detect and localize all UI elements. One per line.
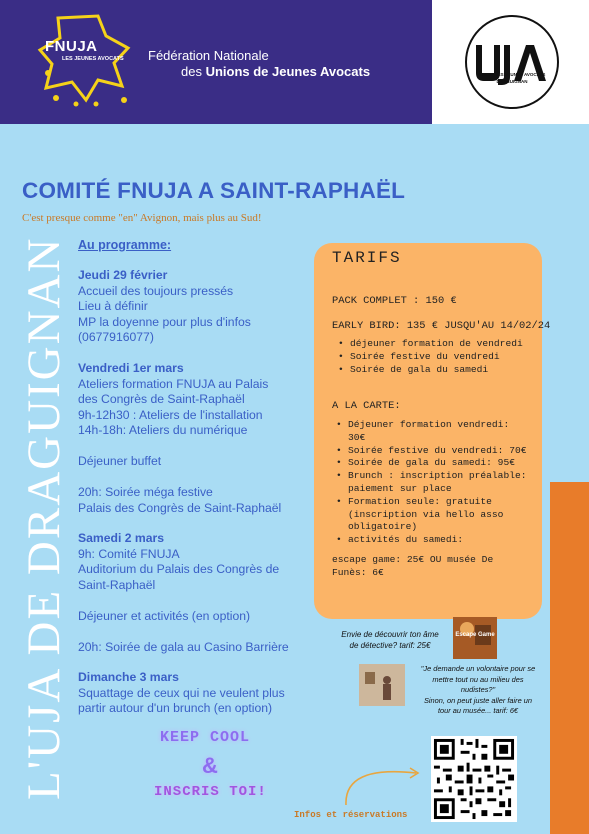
list-line: (inscription via hello asso xyxy=(348,508,504,520)
spacer xyxy=(78,593,289,609)
day-line: des Congrès de Saint-Raphaël xyxy=(78,392,245,406)
day-title: Samedi 2 mars xyxy=(78,531,165,545)
uja-logo-caption: UNION DES JEUNES AVOCATS xyxy=(478,72,546,77)
page-title: COMITÉ FNUJA A SAINT-RAPHAËL xyxy=(22,178,406,203)
escape-line: escape game: 25€ OU musée De xyxy=(332,554,494,565)
day-line: Lieu à définir xyxy=(78,299,148,313)
museum-image xyxy=(359,664,405,706)
list-item: • activités du samedi: xyxy=(336,534,526,547)
list-line: Formation seule: gratuite xyxy=(348,495,492,507)
inscris-toi-text: INSCRIS TOI! xyxy=(154,784,267,800)
federation-name-line1: Fédération Nationale xyxy=(148,48,269,63)
day-line: Déjeuner buffet xyxy=(78,454,162,468)
museum-line: "Je demande un volontaire pour se xyxy=(420,664,536,673)
day-line: 14h-18h: Ateliers du numérique xyxy=(78,423,248,437)
museum-picture-icon xyxy=(359,664,405,706)
list-line: paiement sur place xyxy=(348,482,452,494)
curved-arrow-icon xyxy=(336,755,426,810)
tarifs-card xyxy=(314,243,551,619)
museum-text xyxy=(412,664,544,717)
day-line: Accueil des toujours pressés xyxy=(78,283,234,298)
early-bird: EARLY BIRD: 135 € JUSQU'AU 14/02/24 xyxy=(332,320,551,332)
day-line: Ateliers formation FNUJA au Palais xyxy=(78,376,269,391)
list-item xyxy=(336,419,526,445)
programme-day-friday xyxy=(78,361,281,516)
list-line: Déjeuner formation vendredi: xyxy=(348,419,510,430)
qr-code[interactable] xyxy=(431,736,517,822)
museum-line: tour au musée... tarif: 6€ xyxy=(437,706,519,715)
vertical-uja-draguignan: L'UJA DE DRAGUIGNAN xyxy=(18,236,70,800)
day-line: 9h-12h30 : Ateliers de l'installation xyxy=(78,407,263,422)
orange-decor-band xyxy=(550,482,589,834)
day-line: MP la doyenne pour plus d'infos xyxy=(78,314,251,329)
detective-line: Envie de découvrir ton âme xyxy=(341,630,439,639)
list-item: • déjeuner formation de vendredi xyxy=(338,338,523,351)
day-line: (0677916077) xyxy=(78,330,154,344)
list-line: 30€ xyxy=(348,431,366,443)
day-line: Saint-Raphaël xyxy=(78,577,156,592)
escape-game-image-label: Escape Game xyxy=(455,632,495,638)
list-item: • Soirée festive du vendredi xyxy=(338,351,523,364)
spacer xyxy=(78,624,289,640)
day-line: Déjeuner et activités (en option) xyxy=(78,608,251,623)
a-la-carte-list xyxy=(336,419,526,547)
list-item: • Soirée festive du vendredi: 70€ xyxy=(336,445,526,458)
day-title: Jeudi 29 février xyxy=(78,268,168,282)
list-line: Brunch : inscription préalable: xyxy=(348,470,527,482)
escape-line: Funès: 6€ xyxy=(332,567,384,578)
escape-game-picture-icon xyxy=(453,617,497,659)
detective-text xyxy=(336,629,444,651)
list-line: obligatoire) xyxy=(348,521,418,533)
list-item: • Soirée de gala du samedi: 95€ xyxy=(336,457,526,470)
escape-game-image xyxy=(453,617,497,659)
federation-name-line2 xyxy=(181,64,370,79)
programme-day-sunday xyxy=(78,670,285,717)
list-item: • Soirée de gala du samedi xyxy=(338,364,523,377)
infos-reservations: Infos et réservations xyxy=(294,810,408,820)
a-la-carte-title: A LA CARTE: xyxy=(332,400,401,412)
day-line: Auditorium du Palais des Congrès de xyxy=(78,562,280,576)
programme-day-saturday xyxy=(78,531,289,655)
pack-complet: PACK COMPLET : 150 € xyxy=(332,295,457,307)
keep-cool-text: KEEP COOL xyxy=(160,729,251,746)
museum-line: Sinon, on peut juste aller faire un xyxy=(423,695,533,705)
museum-line: mettre tout nu au milieu des xyxy=(432,674,524,684)
day-title: Dimanche 3 mars xyxy=(78,670,179,684)
day-line: Palais des Congrès de Saint-Raphaël xyxy=(78,500,282,515)
programme-heading: Au programme: xyxy=(78,238,172,252)
tarifs-title: TARIFS xyxy=(332,249,402,267)
early-bird-list xyxy=(338,338,523,376)
uja-circle-logo-icon xyxy=(452,15,572,109)
museum-line: nudistes?" xyxy=(460,685,496,694)
day-line: 20h: Soirée méga festive xyxy=(78,485,213,499)
fnuja-logo-text: FNUJA xyxy=(45,38,98,55)
day-title: Vendredi 1er mars xyxy=(78,361,184,375)
fnuja-logo-subtext: LES JEUNES AVOCATS xyxy=(62,56,124,62)
spacer xyxy=(78,470,281,486)
federation-line2-bold: Unions de Jeunes Avocats xyxy=(205,64,371,79)
programme-day-thursday xyxy=(78,268,251,346)
ampersand-text: & xyxy=(202,753,218,778)
page-subtitle: C'est presque comme "en" Avignon, mais plus au Sud! xyxy=(22,212,262,224)
qr-code-icon xyxy=(431,736,517,822)
day-line: 9h: Comité FNUJA xyxy=(78,546,180,561)
day-line: 20h: Soirée de gala au Casino Barrière xyxy=(78,639,289,654)
day-line: partir autour d'un brunch (en option) xyxy=(78,701,273,715)
day-line: Squattage de ceux qui ne veulent plus xyxy=(78,685,285,700)
list-item xyxy=(336,470,526,496)
spacer xyxy=(78,439,281,455)
federation-line2-prefix: des xyxy=(181,64,206,79)
detective-line: de détective? tarif: 25€ xyxy=(349,641,431,650)
uja-logo-city: DRAGUIGNAN xyxy=(496,79,528,84)
list-item xyxy=(336,496,526,534)
